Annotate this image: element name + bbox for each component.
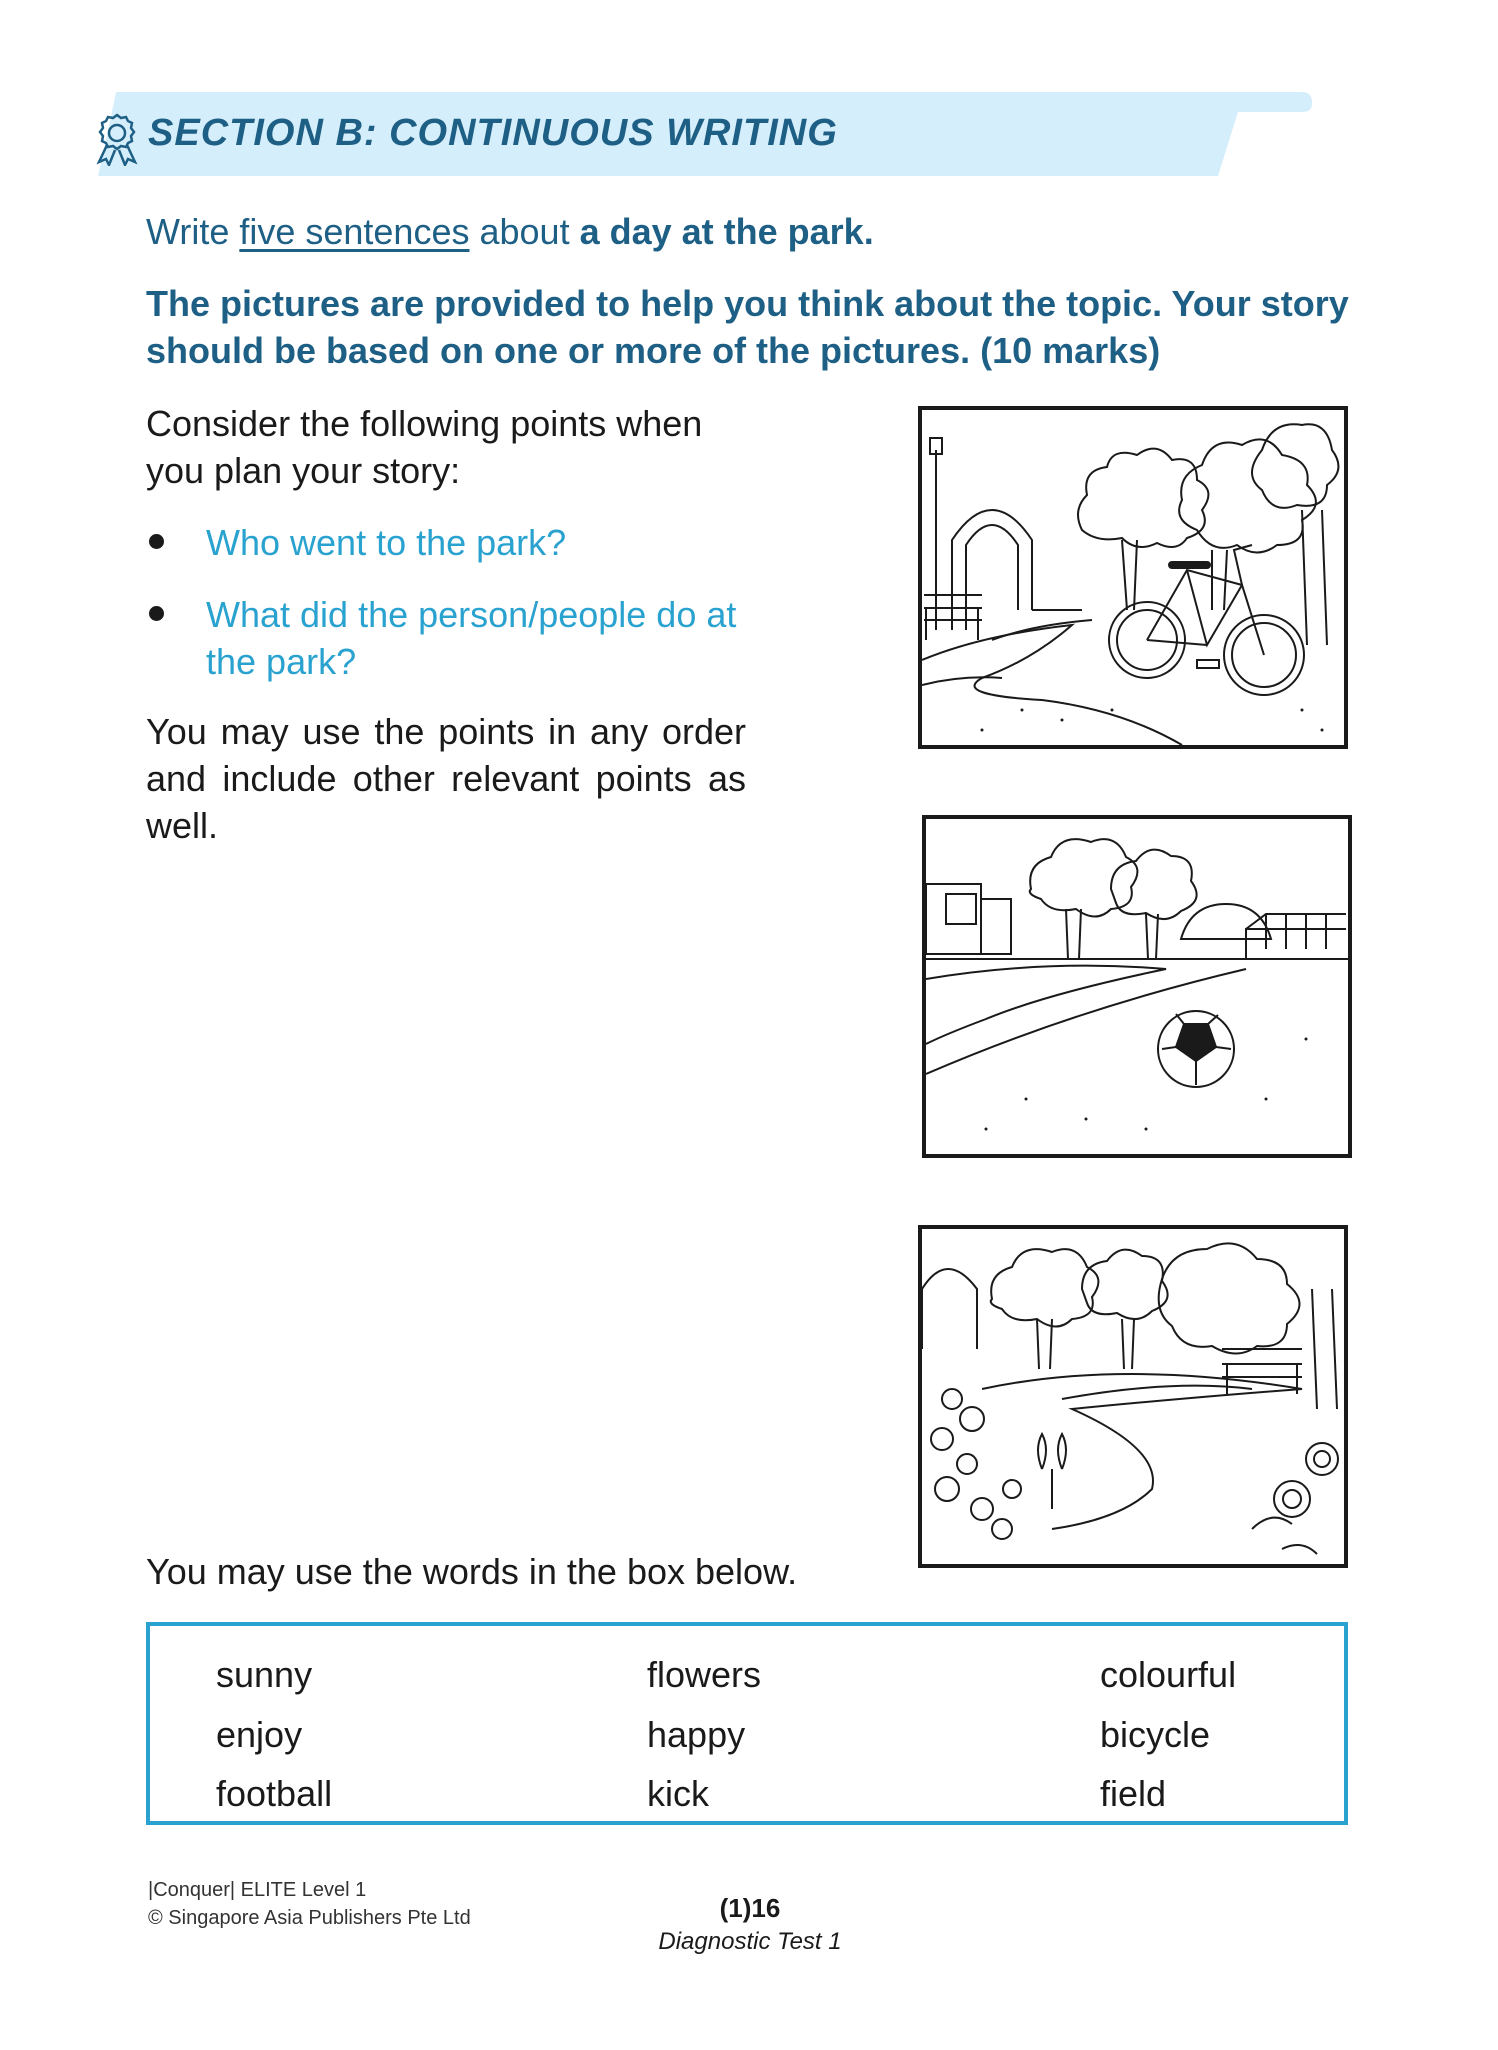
- footer-series: |Conquer| ELITE Level 1: [148, 1879, 367, 1901]
- footer-page: [600, 1893, 900, 1956]
- word: bicycle: [1100, 1714, 1211, 1755]
- topic-text: a day at the park.: [579, 211, 874, 252]
- point-text: Who went to the park?: [206, 522, 567, 563]
- points-list: [146, 519, 756, 710]
- word: sunny: [216, 1654, 313, 1695]
- writing-instruction: [146, 211, 874, 253]
- park-football-picture: [922, 815, 1352, 1158]
- section-title: SECTION B: CONTINUOUS WRITING: [148, 112, 838, 154]
- park-bicycle-picture: [918, 406, 1348, 749]
- footer-copyright: © Singapore Asia Publishers Pte Ltd: [148, 1907, 471, 1929]
- word: football: [216, 1773, 333, 1814]
- bullet-icon: [149, 606, 164, 621]
- five-sentences-text: five sentences: [239, 211, 470, 252]
- page-number: (1)16: [719, 1893, 781, 1923]
- consider-text: Consider the following points when you plan your story:: [146, 403, 703, 491]
- bullet-icon: [149, 534, 164, 549]
- park-flowers-picture: [918, 1225, 1348, 1568]
- instruction-text-about: about: [469, 211, 580, 252]
- list-item: [146, 591, 756, 685]
- word-box: [146, 1622, 1348, 1825]
- word: field: [1100, 1773, 1167, 1814]
- ribbon-award-icon: [95, 112, 139, 166]
- point-text: What did the person/people do at the park?: [206, 594, 737, 682]
- word: colourful: [1100, 1654, 1237, 1695]
- list-item: [146, 519, 756, 566]
- pictures-note: The pictures are provided to help you think about the topic. Your story should be based on one or more of the pictures. (10 marks): [146, 283, 1349, 371]
- word: enjoy: [216, 1714, 303, 1755]
- words-note: You may use the words in the box below.: [146, 1551, 798, 1592]
- footer-publisher: [148, 1876, 471, 1932]
- test-name: Diagnostic Test 1: [658, 1928, 842, 1955]
- instruction-text: Write: [146, 211, 240, 252]
- word: happy: [647, 1714, 746, 1755]
- may-use-points-text: You may use the points in any order and include other relevant points as well.: [146, 711, 746, 846]
- word: flowers: [647, 1654, 762, 1695]
- word: kick: [647, 1773, 709, 1814]
